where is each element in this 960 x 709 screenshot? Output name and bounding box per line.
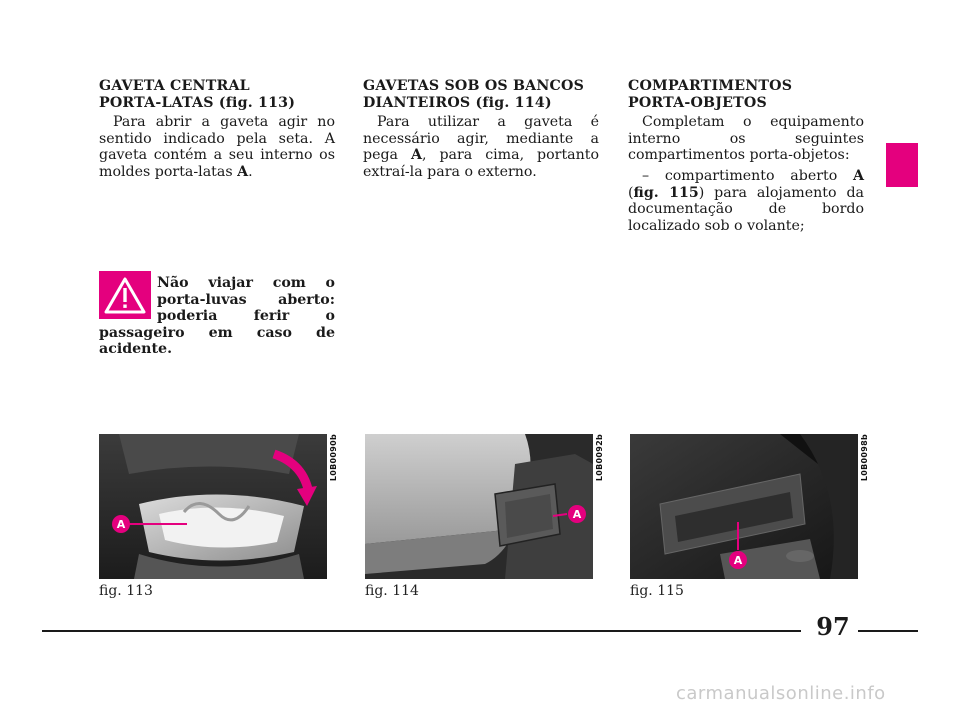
figure-label-a: A <box>572 508 582 521</box>
paragraph-compartimentos-intro: Completam o equipamento interno os seguintes compartimentos porta-objetos: <box>628 114 864 164</box>
column-compartimentos <box>628 78 864 238</box>
section-tab-marker <box>886 143 918 187</box>
figure-code: L0B0098b <box>860 434 869 482</box>
heading-line2: PORTA-OBJETOS <box>628 94 767 111</box>
section-heading-gavetas-bancos <box>363 78 599 111</box>
heading-fig-ref: (fig. 113) <box>218 94 296 111</box>
section-heading-compartimentos <box>628 78 864 111</box>
warning-note <box>99 275 335 358</box>
figure-115-photo <box>630 434 858 579</box>
page-number: 97 <box>816 612 850 641</box>
column-gavetas-bancos <box>363 78 599 185</box>
column-gaveta-central <box>99 78 335 185</box>
warning-triangle-icon <box>99 271 151 319</box>
figure-code: L0B0092b <box>595 434 604 482</box>
heading-line1: COMPARTIMENTOS <box>628 78 793 94</box>
figure-113-photo <box>99 434 327 579</box>
heading-line1: GAVETAS SOB OS BANCOS <box>363 78 585 94</box>
heading-line2: DIANTEIROS <box>363 94 471 111</box>
heading-line2: PORTA-LATAS <box>99 94 214 111</box>
figure-114-photo <box>365 434 593 579</box>
heading-line1: GAVETA CENTRAL <box>99 78 250 94</box>
warning-text: Não viajar com o porta-luvas aberto: poderia ferir o passageiro em caso de acidente. <box>99 275 335 358</box>
figure-caption: fig. 114 <box>365 583 419 599</box>
paragraph-compartimento-aberto: – compartimento aberto A (fig. 115) para alojamento da documentação de bordo localizado sob o volante; <box>628 167 864 234</box>
footer-rule-right <box>858 630 918 632</box>
figure-code: L0B0090b <box>329 434 338 482</box>
watermark: carmanualsonline.info <box>676 683 886 704</box>
heading-fig-ref: (fig. 114) <box>475 94 552 111</box>
section-heading-gaveta-central <box>99 78 335 111</box>
footer-rule-left <box>42 630 801 632</box>
paragraph-gavetas-bancos: Para utilizar a gaveta é necessário agir, mediante a pega A, para cima, portanto extraí-la para o externo. <box>363 114 600 180</box>
figure-caption: fig. 113 <box>99 583 153 599</box>
figure-caption: fig. 115 <box>630 583 684 599</box>
paragraph-gaveta-central: Para abrir a gaveta agir no sentido indicado pela seta. A gaveta contém a seu interno os moldes porta-latas A. <box>99 114 335 180</box>
figure-label-a: A <box>116 518 126 531</box>
figure-label-a: A <box>733 554 743 567</box>
